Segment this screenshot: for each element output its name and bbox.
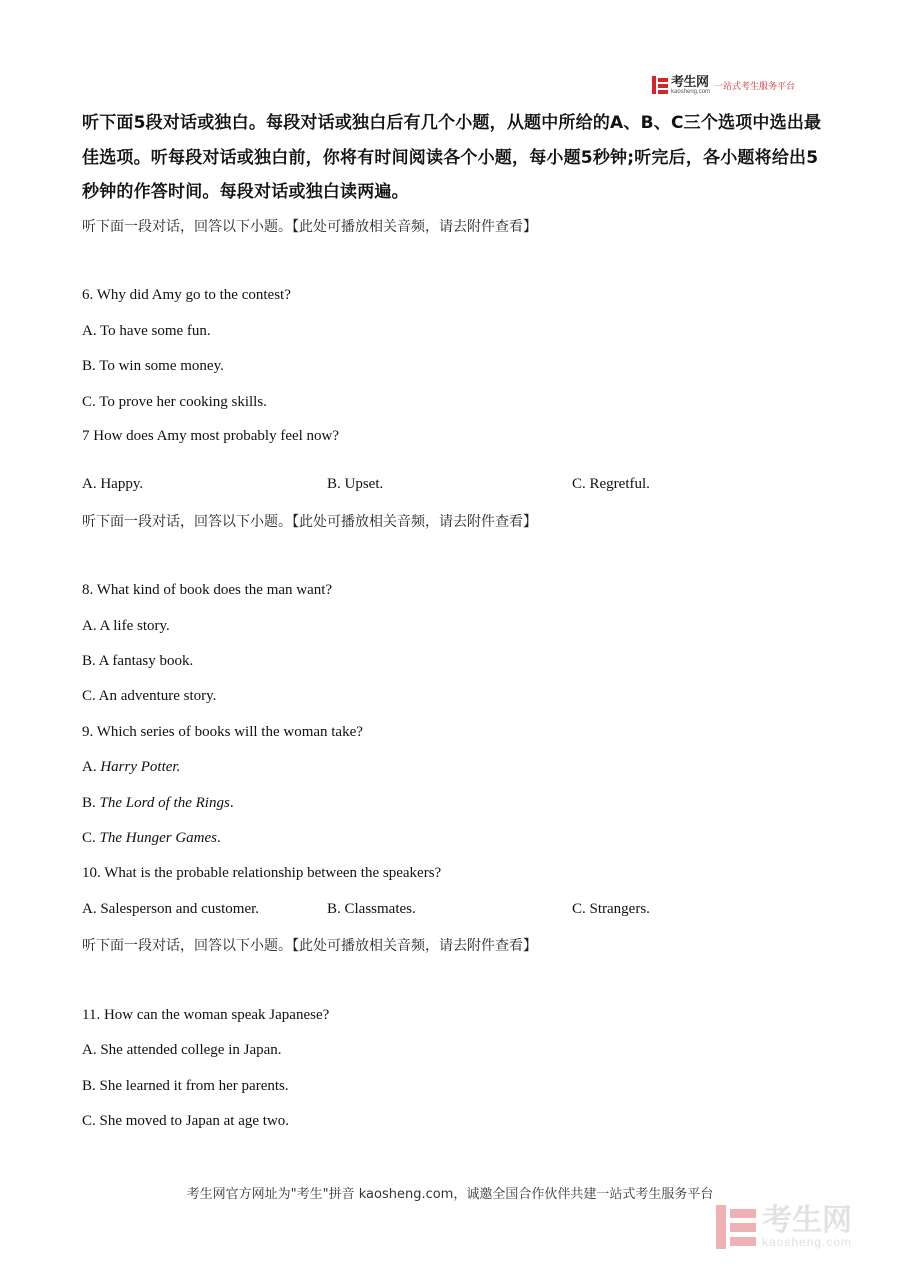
question-10: 10. What is the probable relationship between the speakers?	[82, 865, 442, 881]
logo-domain: kaosheng.com	[671, 88, 711, 95]
watermark-text: 考生网	[762, 1203, 852, 1238]
book-title: The Lord of the Rings	[99, 795, 230, 811]
q7-option-c: C. Regretful.	[572, 476, 650, 492]
audio-note: 听下面一段对话，回答以下小题。【此处可播放相关音频，请去附件查看】	[82, 514, 537, 530]
section-instructions: 听下面5段对话或独白。每段对话或独白后有几个小题，从题中所给的A、B、C三个选项中选出最佳选项。听每段对话或独白前，你将有时间阅读各个小题，每小题5秒钟;听完后，各小题将给出5秒钟的作答时间。每段对话或独白读两遍。	[82, 113, 822, 202]
header-logo	[652, 73, 795, 97]
q11-option-c: C. She moved to Japan at age two.	[82, 1113, 290, 1129]
audio-note: 听下面一段对话，回答以下小题。【此处可播放相关音频，请去附件查看】	[82, 219, 537, 235]
page-footer: 考生网官方网址为"考生"拼音 kaosheng.com，诚邀全国合作伙伴共建一站式考生服务平台	[186, 1187, 714, 1202]
punctuation: .	[229, 795, 234, 811]
q6-option-c: C. To prove her cooking skills.	[82, 394, 267, 410]
q10-option-c: C. Strangers.	[572, 901, 650, 917]
q8-option-b: B. A fantasy book.	[82, 653, 194, 669]
audio-note: 听下面一段对话，回答以下小题。【此处可播放相关音频，请去附件查看】	[82, 938, 537, 954]
q8-option-c: C. An adventure story.	[82, 688, 217, 704]
question-11: 11. How can the woman speak Japanese?	[82, 1007, 330, 1023]
q7-option-a: A. Happy.	[82, 476, 144, 492]
kaosheng-logo-icon	[652, 76, 668, 94]
book-title: The Hunger Games	[99, 830, 218, 846]
watermark-logo	[716, 1205, 852, 1249]
q10-option-a: A. Salesperson and customer.	[82, 901, 260, 917]
watermark-domain: kaosheng.com	[762, 1235, 853, 1249]
option-letter: A.	[82, 759, 101, 775]
option-letter: B.	[82, 795, 100, 811]
q11-option-b: B. She learned it from her parents.	[82, 1078, 289, 1094]
kaosheng-logo-icon	[716, 1205, 756, 1249]
q7-option-b: B. Upset.	[327, 476, 384, 492]
question-9: 9. Which series of books will the woman take?	[82, 724, 363, 740]
header-slogan: 一站式考生服务平台	[714, 81, 796, 92]
q9-option-c	[82, 830, 221, 847]
q10-option-b: B. Classmates.	[327, 901, 416, 917]
q11-option-a: A. She attended college in Japan.	[82, 1042, 282, 1058]
q9-option-b	[82, 795, 234, 812]
option-letter: C.	[82, 830, 100, 846]
question-7: 7 How does Amy most probably feel now?	[82, 428, 340, 444]
book-title: Harry Potter.	[100, 759, 181, 775]
q6-option-b: B. To win some money.	[82, 358, 224, 374]
punctuation: .	[217, 830, 221, 846]
q6-option-a: A. To have some fun.	[82, 323, 211, 339]
q9-option-a	[82, 759, 180, 776]
logo-text: 考生网	[671, 74, 709, 90]
question-6: 6. Why did Amy go to the contest?	[82, 287, 291, 303]
q8-option-a: A. A life story.	[82, 618, 170, 634]
question-8: 8. What kind of book does the man want?	[82, 582, 333, 598]
